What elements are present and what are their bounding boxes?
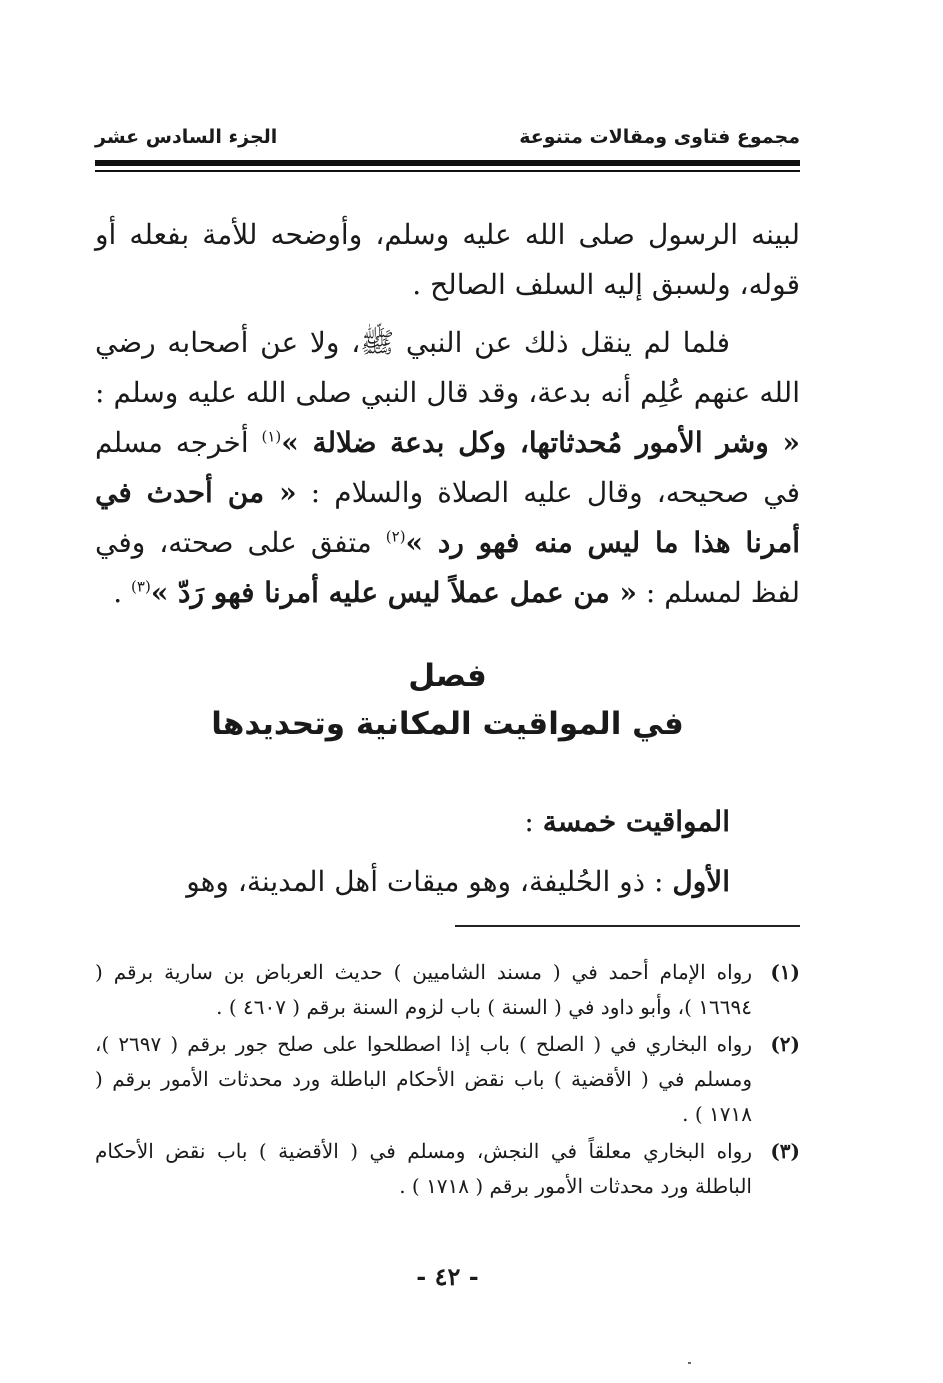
intro-line-2 [95, 852, 730, 912]
hadith-quote-1: « وشر الأمور مُحدثاتها، وكل بدعة ضلالة » [281, 426, 800, 459]
footnote-number: (٣) [770, 1139, 800, 1163]
intro-line-2-bold: الأول [672, 865, 730, 898]
paragraph-1: لبينه الرسول صلى الله عليه وسلم، وأوضحه للأمة بفعله أو قوله، ولسبق إليه السلف الصالح . [95, 218, 800, 301]
footnote-separator [455, 925, 800, 927]
footnote-text: رواه الإمام أحمد في ( مسند الشاميين ) حديث العرباض بن سارية برقم ( ١٦٦٩٤ )، وأبو داود في ( السنة ) باب لزوم السنة برقم ( ٤٦٠٧ ) . [95, 960, 752, 1019]
footnote-ref-2[interactable]: (٢) [385, 527, 406, 546]
section-heading: فصل [408, 658, 487, 694]
main-text [95, 210, 800, 618]
p2-text-a: فلما لم ينقل ذلك عن النبي ﷺ، ولا عن أصحابه رضي الله عنهم عُلِم أنه بدعة، وقد قال النبي صلى الله عليه وسلم : [95, 326, 800, 409]
footnote-number: (٢) [770, 1032, 800, 1056]
intro-line-1-bold: المواقيت خمسة [542, 805, 730, 838]
running-header [95, 118, 800, 152]
header-rule-thick [95, 160, 800, 166]
footnote-text: رواه البخاري في ( الصلح ) باب إذا اصطلحوا على صلح جور برقم ( ٢٦٩٧ )، ومسلم في ( الأقضية ) باب نقض الأحكام الباطلة ورد محدثات الأمور برقم ( ١٧١٨ ) . [95, 1032, 752, 1126]
volume-label: الجزء السادس عشر [95, 126, 278, 148]
intro-line-1-rest: : [524, 805, 543, 838]
scan-speck [688, 1362, 691, 1364]
footnote-ref-1[interactable]: (١) [261, 427, 282, 446]
footnote-item [95, 1134, 800, 1204]
paragraph-2 [95, 318, 800, 618]
footnotes [95, 955, 800, 1206]
footnote-number: (١) [770, 960, 800, 984]
hadith-quote-2: « من أحدث في أمرنا هذا ما ليس منه فهو رد » [95, 476, 800, 559]
section-subheading: في المواقيت المكانية وتحديدها [211, 706, 684, 742]
footnote-text: رواه البخاري معلقاً في النجش، ومسلم في ( الأقضية ) باب نقض الأحكام الباطلة ورد محدثات الأمور برقم ( ١٧١٨ ) . [95, 1139, 752, 1198]
footnote-ref-3[interactable]: (٣) [131, 577, 151, 596]
intro-line-2-rest: : ذو الحُليفة، وهو ميقات أهل المدينة، وهو [186, 865, 673, 898]
footnote-item [95, 1027, 800, 1132]
hadith-quote-3: « من عمل عملاً ليس عليه أمرنا فهو رَدّ » [150, 576, 637, 609]
p2-text-c: متفق على صحته، وفي لفظ لمسلم : [95, 526, 800, 609]
book-title: مجموع فتاوى ومقالات متنوعة [519, 126, 800, 148]
intro-line-1 [95, 792, 730, 852]
p2-text-end: . [113, 576, 132, 609]
page-number: - ٤٢ - [416, 1262, 479, 1291]
header-rule-thin [95, 170, 800, 172]
section-intro [95, 792, 800, 912]
footnote-item [95, 955, 800, 1025]
p2-text-b: أخرجه مسلم في صحيحه، وقال عليه الصلاة والسلام : [95, 426, 800, 509]
